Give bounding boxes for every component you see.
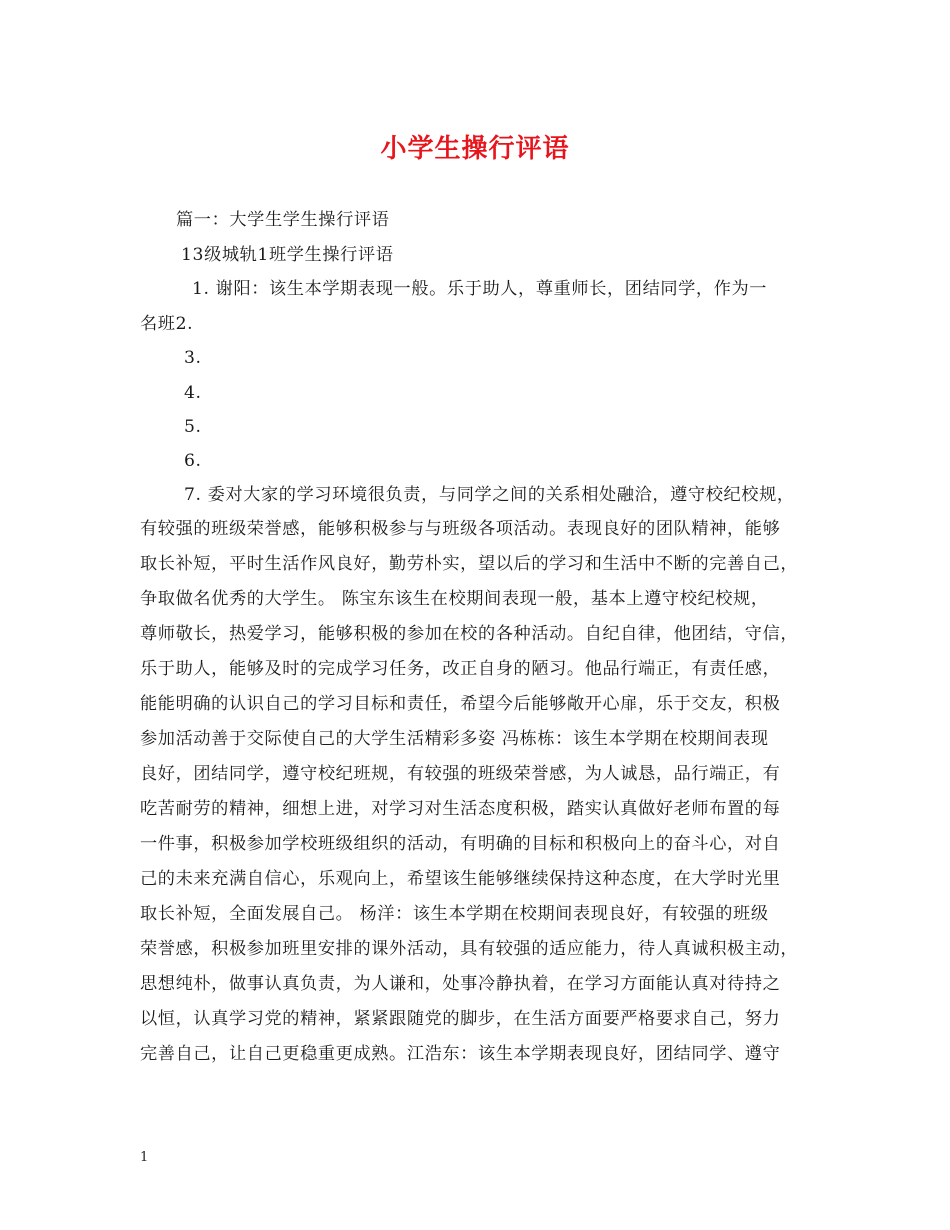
text-line: 良好，团结同学，遵守校纪班规，有较强的班级荣誉感，为人诚恳，品行端正，有: [140, 764, 781, 784]
text-line: 争取做名优秀的大学生。 陈宝东该生在校期间表现一般，基本上遵守校纪校规，: [140, 589, 769, 609]
text-line: 篇一：大学生学生操行评语: [176, 210, 390, 230]
text-line: 13级城轨1班学生操行评语: [181, 245, 394, 265]
text-line: 乐于助人，能够及时的完成学习任务，改正自身的陋习。他品行端正，有责任感，: [140, 659, 781, 679]
text-line: 4.: [184, 383, 202, 403]
text-line: 完善自己，让自己更稳重更成熟。江浩东：该生本学期表现良好，团结同学、遵守: [140, 1044, 781, 1064]
page-number: 1: [140, 1150, 149, 1165]
text-line: 能能明确的认识自己的学习目标和责任，希望今后能够敞开心扉，乐于交友，积极: [140, 694, 781, 714]
text-line: 有较强的班级荣誉感，能够积极参与与班级各项活动。表现良好的团队精神，能够: [140, 519, 781, 539]
text-line: 5.: [184, 417, 202, 437]
text-line: 参加活动善于交际使自己的大学生活精彩多姿 冯栋栋：该生本学期在校期间表现: [140, 729, 769, 749]
text-line: 7. 委对大家的学习环境很负责，与同学之间的关系相处融洽，遵守校纪校规，: [184, 485, 795, 505]
text-line: 取长补短，平时生活作风良好，勤劳朴实，望以后的学习和生活中不断的完善自己，: [140, 554, 799, 574]
text-line: 己的未来充满自信心，乐观向上，希望该生能够继续保持这种态度，在大学时光里: [140, 869, 781, 889]
text-line: 名班2.: [140, 314, 194, 334]
text-line: 6.: [184, 451, 202, 471]
page-title: 小学生操行评语: [380, 134, 570, 164]
text-line: 尊师敬长，热爱学习，能够积极的参加在校的各种活动。自纪自律，他团结，守信，: [140, 624, 799, 644]
text-line: 3.: [184, 348, 202, 368]
text-line: 一件事，积极参加学校班级组织的活动，有明确的目标和积极向上的奋斗心，对自: [140, 834, 781, 854]
text-line: 荣誉感，积极参加班里安排的课外活动，具有较强的适应能力，待人真诚积极主动，: [140, 939, 799, 959]
text-line: 取长补短，全面发展自己。 杨洋：该生本学期在校期间表现良好，有较强的班级: [140, 904, 769, 924]
text-line: 1. 谢阳：该生本学期表现一般。乐于助人，尊重师长，团结同学，作为一: [192, 279, 768, 299]
text-line: 思想纯朴，做事认真负责，为人谦和，处事冷静执着，在学习方面能认真对待持之: [140, 974, 781, 994]
text-line: 吃苦耐劳的精神，细想上进，对学习对生活态度积极，踏实认真做好老师布置的每: [140, 799, 781, 819]
text-line: 以恒，认真学习党的精神，紧紧跟随党的脚步，在生活方面要严格要求自己，努力: [140, 1009, 781, 1029]
